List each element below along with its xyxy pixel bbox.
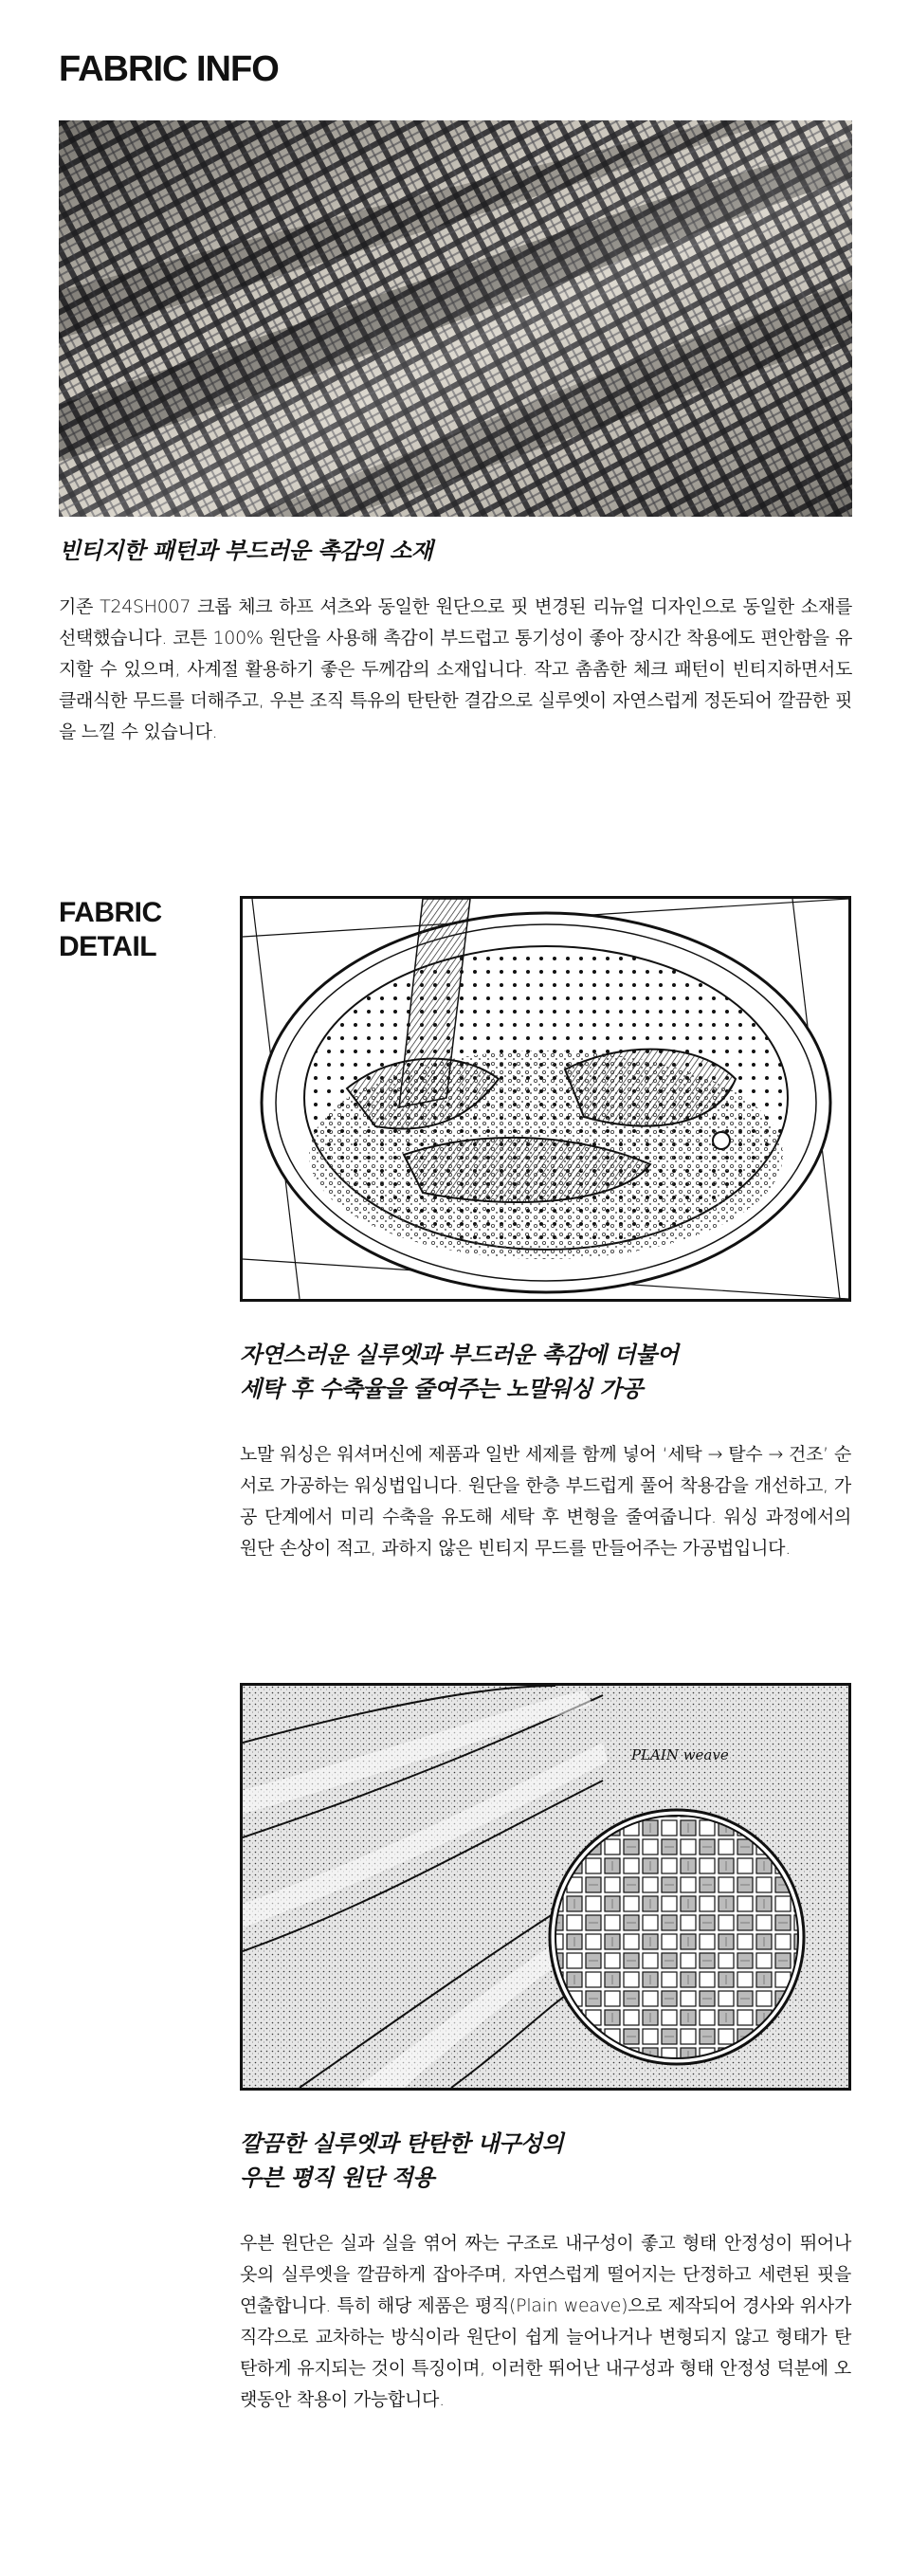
washing-heading-line2: 세탁 후 수축율을 줄여주는 노말워싱 가공 xyxy=(240,1376,643,1402)
washing-heading xyxy=(240,1338,678,1406)
fabric-info-body: 기존 T24SH007 크롭 체크 하프 셔츠와 동일한 원단으로 핏 변경된 리뉴얼 디자인으로 동일한 소재를 선택했습니다. 코튼 100% 원단을 사용해 촉감이 부드럽고 통기성이 좋아 장시간 착용에도 편안함을 유지할 수 있으며, 사계절 활용하기 좋은 두께감의 소재입니다. 작고 촘촘한 체크 패턴이 빈티지하면서도 클래식한 무드를 더해주고, 우븐 조직 특유의 탄탄한 결감으로 실루엣이 자연스럽게 정돈되어 깔끔한 핏을 느낄 수 있습니다. xyxy=(59,596,852,742)
fabric-info-heading: 빈티지한 패턴과 부드러운 촉감의 소재 xyxy=(59,538,433,564)
fabric-info-title: FABRIC INFO xyxy=(59,49,279,89)
washing-body: 노말 워싱은 워셔머신에 제품과 일반 세제를 함께 넣어 ‘세탁 → 탈수 → 건조’ 순서로 가공하는 워싱법입니다. 원단을 한층 부드럽게 풀어 착용감을 개선하고, 가공 단계에서 미리 수축을 유도해 세탁 후 변형을 줄여줍니다. 워싱 과정에서의 원단 손상이 적고, 과하지 않은 빈티지 무드를 만들어주는 가공법입니다. xyxy=(240,1444,851,1559)
check-fabric-photo xyxy=(59,120,852,517)
weave-heading-line2: 우븐 평직 원단 적용 xyxy=(240,2165,435,2191)
weave-heading-line1: 깔끔한 실루엣과 탄탄한 내구성의 xyxy=(240,2130,564,2157)
fabric-detail-title-line1: FABRIC xyxy=(59,897,162,928)
fabric-detail-title-line2: DETAIL xyxy=(59,931,157,962)
fabric-detail-title xyxy=(59,896,162,964)
weave-body: 우븐 원단은 실과 실을 엮어 짜는 구조로 내구성이 좋고 형태 안정성이 뛰어나 옷의 실루엣을 깔끔하게 잡아주며, 자연스럽게 떨어지는 단정하고 세련된 핏을 연출합니다. 특히 해당 제품은 평직(Plain weave)으로 제작되어 경사와 위사가 직각으로 교차하는 방식이라 원단이 쉽게 늘어나거나 변형되지 않고 형태가 탄탄하게 유지되는 것이 특징이며, 이러한 뛰어난 내구성과 형태 안정성 덕분에 오랫동안 착용이 가능합니다. xyxy=(240,2233,851,2410)
plain-weave-illustration xyxy=(240,1683,851,2091)
washing-illustration xyxy=(240,896,851,1302)
weave-heading xyxy=(240,2127,563,2195)
plain-weave-label: PLAIN weave xyxy=(631,1746,729,1763)
washing-heading-line1: 자연스러운 실루엣과 부드러운 촉감에 더불어 xyxy=(240,1342,679,1368)
